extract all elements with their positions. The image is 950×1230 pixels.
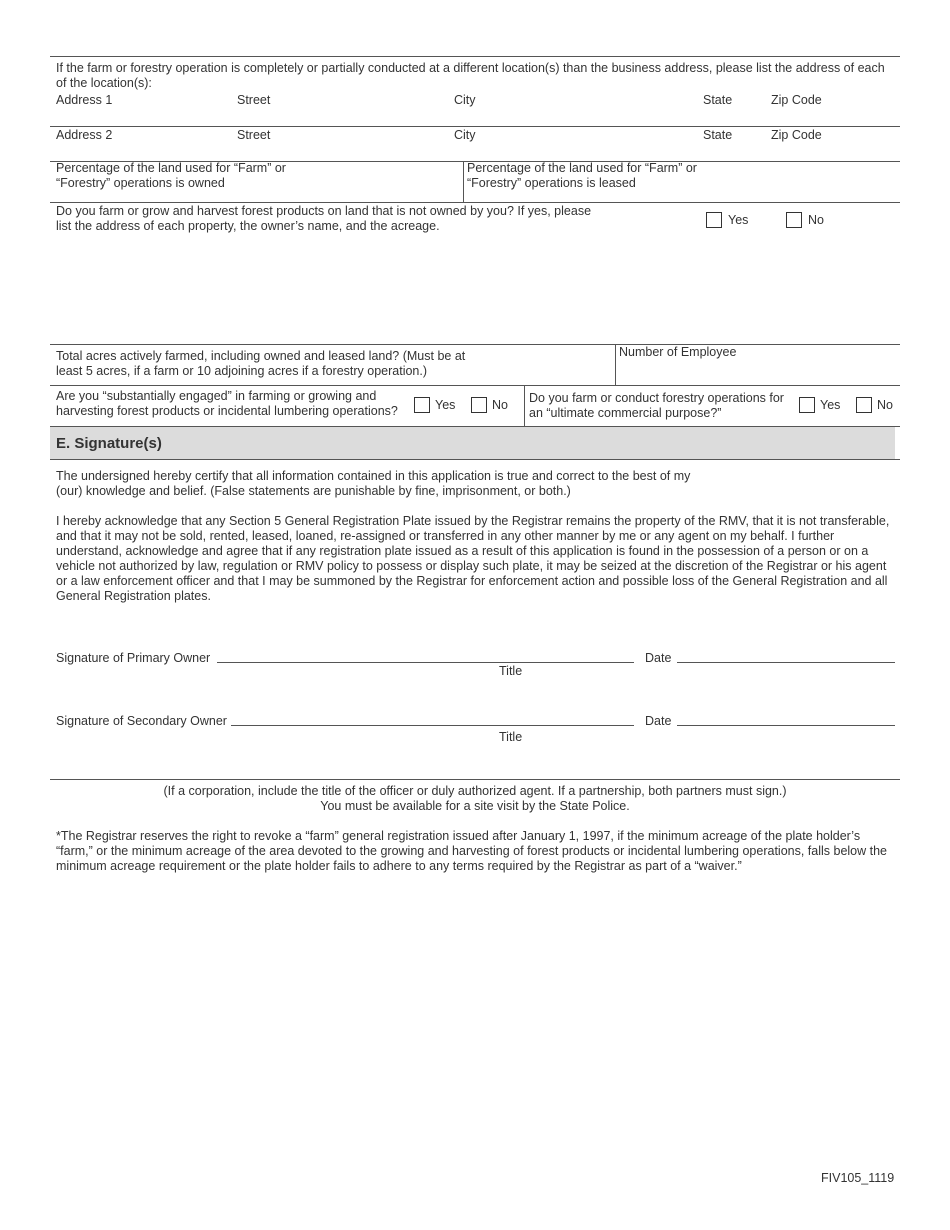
engaged-no-label: No: [492, 398, 508, 412]
address2-label: Address 2: [56, 128, 113, 142]
address2-street-label: Street: [237, 128, 271, 142]
section-e-header: [50, 427, 895, 459]
not-owned-question-2: list the address of each property, the owner’s name, and the acreage.: [56, 219, 440, 233]
section-e-rule: [50, 459, 900, 460]
rule-top: [50, 56, 900, 57]
acknowledge-paragraph: I hereby acknowledge that any Section 5 General Registration Plate issued by the Registrar remains the property of the RMV, that it is not transferable, and that it may not be sold, rented, leased, loaned, re-assigned or transferred in any other manner by me or any agent on my behalf. I further understand, acknowledge and agree that if any registration plate issued as a result of this application is found in the possession of a person or on a vehicle not authorized by law, regulation or RMV policy to possess or display such plate, it may be seized at the discretion of the Registrar or his agent or a law enforcement officer and that I may be summoned by the Registrar for enforcement action and possible loss of the General Registration and all General Registration plates.: [56, 514, 890, 603]
address2-input-row[interactable]: [50, 143, 900, 161]
engaged-yes-label: Yes: [435, 398, 456, 412]
address2-city-label: City: [454, 128, 476, 142]
address1-input-row[interactable]: [50, 108, 900, 126]
secondary-date-field[interactable]: [677, 711, 895, 726]
secondary-title-label: Title: [499, 730, 523, 744]
leased-percent-input[interactable]: [710, 164, 895, 198]
acres-rule-top: [50, 344, 900, 345]
engaged-yes-checkbox[interactable]: [414, 397, 430, 413]
corporation-note: (If a corporation, include the title of the officer or duly authorized agent. If a partnership, both partners must sign.): [163, 784, 787, 798]
owned-percent-label-2: “Forestry” operations is owned: [56, 176, 225, 190]
engaged-question-1: Are you “substantially engaged” in farming or growing and: [56, 389, 377, 403]
not-owned-yes-checkbox[interactable]: [706, 212, 722, 228]
address1-state-label: State: [703, 93, 733, 107]
address1-zip-label: Zip Code: [771, 93, 822, 107]
not-owned-details-area[interactable]: [50, 236, 900, 342]
employees-input[interactable]: [619, 361, 895, 383]
owned-percent-input[interactable]: [300, 164, 458, 198]
footer-rule: [50, 779, 900, 780]
primary-signature-label: Signature of Primary Owner: [56, 651, 211, 665]
not-owned-yes-label: Yes: [728, 213, 749, 227]
locations-intro: If the farm or forestry operation is completely or partially conducted at a different location(s) than the business address, please list the address of each of the location(s):: [56, 61, 885, 90]
certify-line-2: (our) knowledge and belief. (False statements are punishable by fine, imprisonment, or both.): [56, 484, 571, 498]
acres-rule-bottom: [50, 385, 900, 386]
section-e-title: E. Signature(s): [56, 435, 162, 452]
registrar-note: *The Registrar reserves the right to revoke a “farm” general registration issued after January 1, 1997, if the minimum acreage of the plate holder’s “farm,” or the minimum acreage of the area devoted to the growing and harvesting of forest products or incidental lumbering operations, falls below the minimum acreage requirement or the plate holder fails to adhere to any terms required by the Registrar as part of a “waiver.”: [56, 829, 887, 873]
secondary-signature-label: Signature of Secondary Owner: [56, 714, 227, 728]
commercial-yes-checkbox[interactable]: [799, 397, 815, 413]
address1-label: Address 1: [56, 93, 113, 107]
land-rule: [50, 202, 900, 203]
secondary-signature-field[interactable]: [231, 711, 634, 726]
acres-question-1: Total acres actively farmed, including owned and leased land? (Must be at: [56, 349, 466, 363]
primary-title-label: Title: [499, 664, 523, 678]
acres-input[interactable]: [470, 348, 610, 382]
commercial-no-checkbox[interactable]: [856, 397, 872, 413]
certify-line-1: The undersigned hereby certify that all information contained in this application is true and correct to the best of my: [56, 469, 691, 483]
commercial-question-1: Do you farm or conduct forestry operations for: [529, 391, 784, 405]
leased-percent-label-1: Percentage of the land used for “Farm” or: [467, 161, 697, 175]
engaged-question-2: harvesting forest products or incidental lumbering operations?: [56, 404, 398, 418]
engaged-no-checkbox[interactable]: [471, 397, 487, 413]
owned-percent-label-1: Percentage of the land used for “Farm” or: [56, 161, 286, 175]
acres-question-2: least 5 acres, if a farm or 10 adjoining acres if a forestry operation.): [56, 364, 428, 378]
primary-date-label: Date: [645, 651, 672, 665]
employees-label: Number of Employee: [619, 345, 737, 359]
land-divider: [463, 161, 464, 202]
not-owned-question-1: Do you farm or grow and harvest forest products on land that is not owned by you? If yes, please: [56, 204, 592, 218]
form-id: FIV105_1119: [821, 1171, 895, 1185]
leased-percent-label-2: “Forestry” operations is leased: [467, 176, 636, 190]
not-owned-no-checkbox[interactable]: [786, 212, 802, 228]
address2-state-label: State: [703, 128, 733, 142]
secondary-date-label: Date: [645, 714, 672, 728]
address1-rule: [50, 126, 900, 127]
commercial-no-label: No: [877, 398, 893, 412]
not-owned-no-label: No: [808, 213, 824, 227]
address1-city-label: City: [454, 93, 476, 107]
commercial-yes-label: Yes: [820, 398, 841, 412]
commercial-question-2: an “ultimate commercial purpose?”: [529, 406, 722, 420]
primary-signature-field[interactable]: [217, 648, 634, 663]
address1-street-label: Street: [237, 93, 271, 107]
engaged-divider: [524, 385, 525, 426]
primary-date-field[interactable]: [677, 648, 895, 663]
site-visit-note: You must be available for a site visit by the State Police.: [320, 799, 630, 813]
acres-divider: [615, 344, 616, 385]
address2-zip-label: Zip Code: [771, 128, 822, 142]
